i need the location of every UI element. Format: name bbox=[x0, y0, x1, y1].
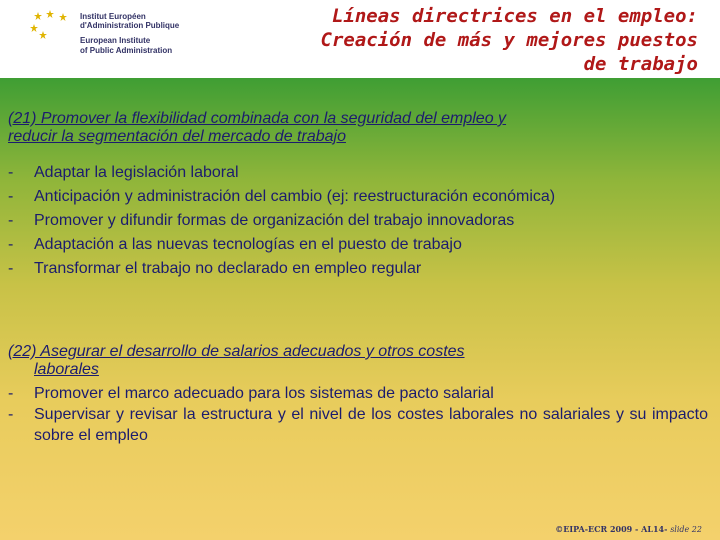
content-background bbox=[0, 78, 720, 540]
logo-en-line: European Institute bbox=[80, 36, 151, 46]
list-item: - Adaptar la legislación laboral bbox=[8, 164, 239, 181]
section-22-list bbox=[8, 383, 708, 446]
eu-stars-icon bbox=[30, 8, 76, 48]
title-line: Líneas directrices en el empleo: bbox=[331, 5, 698, 27]
list-item: - Anticipación y administración del cambio (ej: reestructuración económica) bbox=[8, 188, 556, 205]
footer-slide-number: slide 22 bbox=[670, 525, 702, 534]
logo-fr-line: Institut Européen bbox=[80, 12, 146, 21]
logo-text bbox=[80, 12, 179, 55]
logo-fr-line: d'Administration Publique bbox=[80, 21, 180, 31]
logo-en-line: of Public Administration bbox=[80, 45, 173, 55]
title-line: Creación de más y mejores puestos bbox=[320, 29, 698, 51]
list-item: - Transformar el trabajo no declarado en empleo regular bbox=[8, 260, 422, 277]
title-line: de trabajo bbox=[583, 53, 698, 75]
section-21-heading bbox=[8, 110, 698, 146]
list-item: - Adaptación a las nuevas tecnologías en el puesto de trabajo bbox=[8, 236, 462, 253]
eipa-logo bbox=[30, 8, 180, 70]
heading-line: laborales bbox=[34, 361, 99, 378]
section-21-list bbox=[8, 161, 708, 281]
heading-line: (22) Asegurar el desarrollo de salarios adecuados y otros costes bbox=[8, 343, 465, 360]
list-item: - Promover el marco adecuado para los sistemas de pacto salarial bbox=[8, 385, 494, 402]
heading-line: (21) Promover la flexibilidad combinada con la seguridad del empleo y bbox=[8, 110, 507, 127]
slide-footer bbox=[555, 524, 702, 534]
slide-title bbox=[198, 4, 698, 76]
list-item: - Supervisar y revisar la estructura y el nivel de los costes laborales no salariales y su impacto sobre el empleo bbox=[8, 406, 708, 444]
footer-copyright: ©EIPA-ECR 2009 - AL14- bbox=[555, 524, 668, 534]
section-22-heading bbox=[8, 343, 698, 379]
list-item: - Promover y difundir formas de organización del trabajo innovadoras bbox=[8, 212, 515, 229]
heading-line: reducir la segmentación del mercado de trabajo bbox=[8, 128, 346, 145]
